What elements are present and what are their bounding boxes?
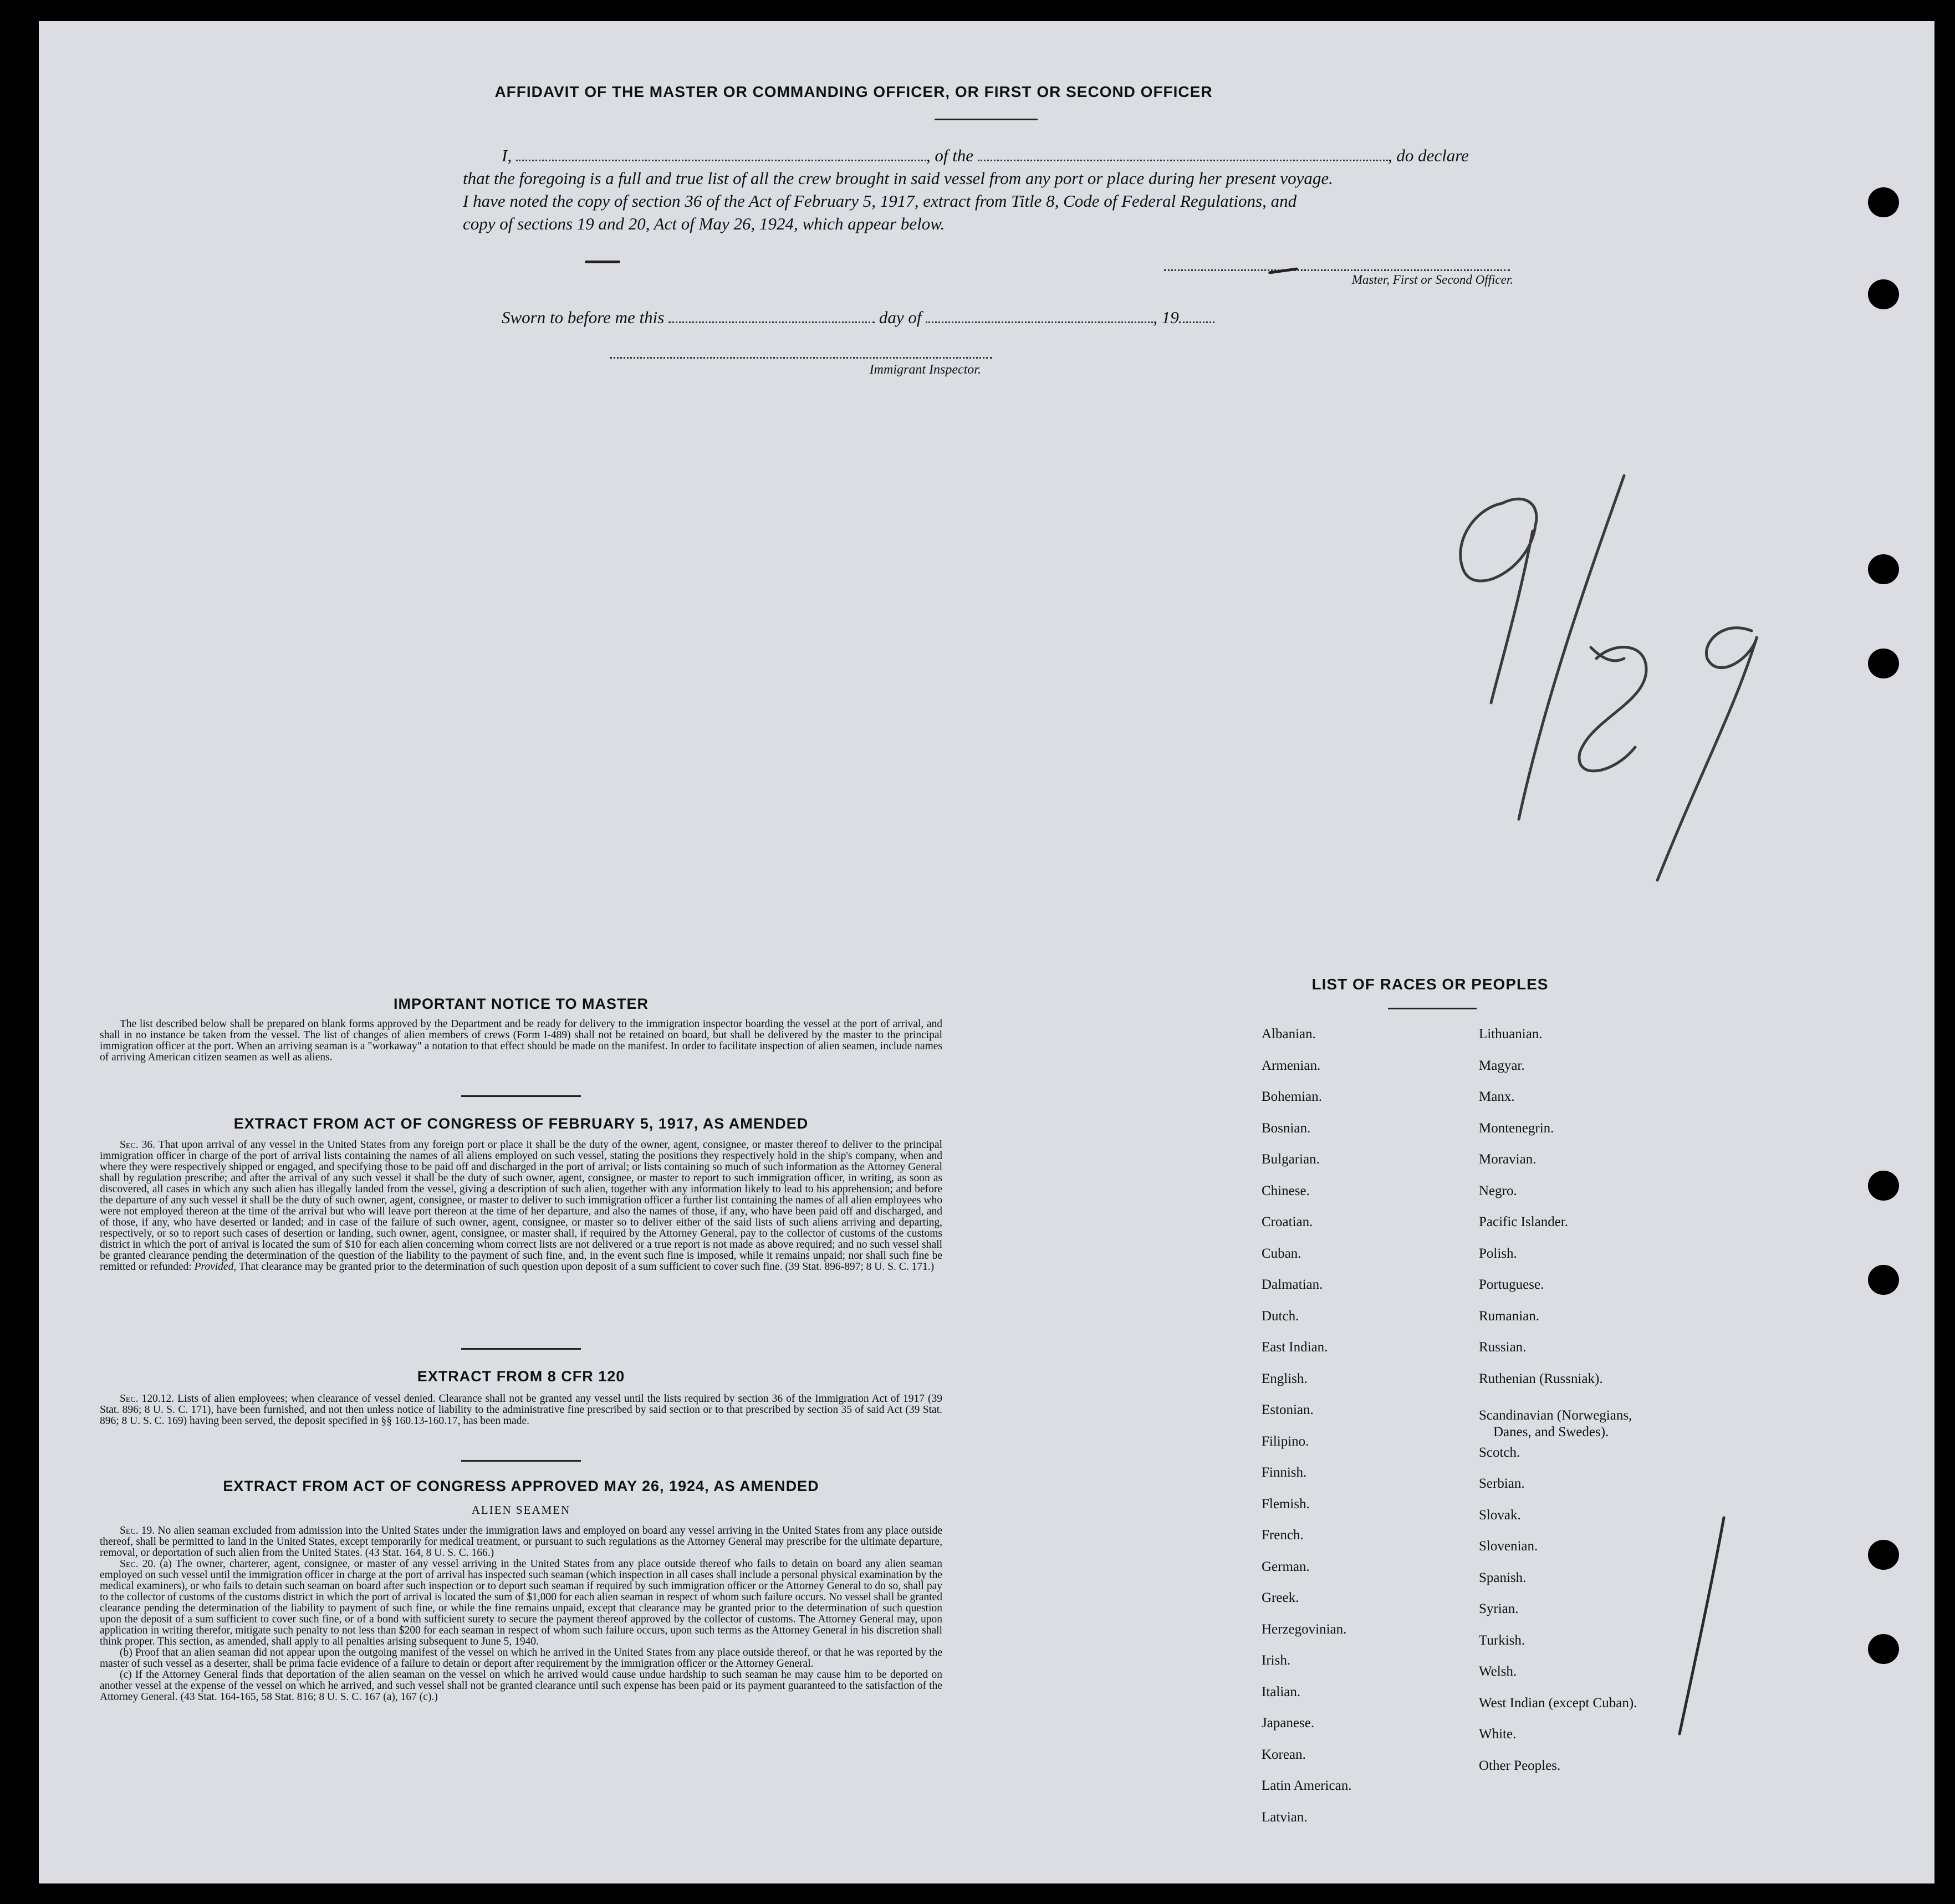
sworn-line: [502, 307, 1214, 328]
race-item: Spanish.: [1479, 1570, 1527, 1585]
race-item: Slovenian.: [1479, 1539, 1538, 1554]
cfr-body: [100, 1393, 942, 1427]
race-item: Portuguese.: [1479, 1277, 1544, 1292]
notice-title: IMPORTANT NOTICE TO MASTER: [394, 996, 649, 1012]
affidavit-line-4: copy of sections 19 and 20, Act of May 26, 1924, which appear below.: [463, 214, 945, 233]
form-page: [39, 21, 1934, 1883]
affidavit-line-3: I have noted the copy of section 36 of the Act of February 5, 1917, extract from Title 8, Code of Federal Regulations, and: [463, 191, 1297, 211]
race-item: Korean.: [1262, 1747, 1306, 1762]
section-divider: [461, 1460, 581, 1462]
sec-19-text: No alien seaman excluded from admission into the United States under the immigration laws and employed on board any vessel arriving in the United States from any place outside thereof, shall be permitted to land in the United States, except temporarily for medical treatment, or pursuant to such regulations as the Attorney General may prescribe for the ultimate departure, removal, or deportation of such alien from the United States. (43 Stat. 164, 8 U. S. C. 166.): [100, 1525, 942, 1559]
notice-text: The list described below shall be prepared on blank forms approved by the Department and be ready for delivery to the immigration inspector boarding the vessel at the port of arrival, and shall in no instance be taken from the vessel. The list of changes of alien members of crews (Form I-489) shall not be retained on board, but shall be delivered by the master to the principal immigration officer at the port. When an arriving seaman is a "workaway" a notation to that effect should be made on the manifest. In order to facilitate inspection of alien seamen, include names of arriving American citizen seamen as well as aliens.: [100, 1018, 942, 1063]
extract-1924-body: [100, 1525, 942, 1703]
sworn-year-field[interactable]: [1179, 307, 1214, 323]
race-item: Japanese.: [1262, 1716, 1315, 1731]
race-item: Bosnian.: [1262, 1120, 1311, 1136]
sec-20c-text: (c) If the Attorney General finds that deportation of the alien seaman on the vessel on which he arrived would cause undue hardship to such seaman he may cause him to be deported on another vessel at the expense of the vessel on which he arrived, and such vessel shall not be granted clearance until such expense has been paid or its payment guaranteed to the satisfaction of the Attorney General. (43 Stat. 164-165, 58 Stat. 816; 8 U. S. C. 167 (a), 167 (c).): [100, 1669, 942, 1703]
section-divider: [461, 1095, 581, 1097]
signature-label: Master, First or Second Officer.: [1351, 273, 1513, 287]
vessel-name-field[interactable]: [978, 145, 1388, 161]
handwritten-tick-mark: [1668, 1512, 1735, 1745]
race-item: East Indian.: [1262, 1340, 1328, 1355]
race-item: Flemish.: [1262, 1496, 1310, 1512]
inspector-label: Immigrant Inspector.: [869, 363, 981, 377]
alien-seamen-subtitle: ALIEN SEAMEN: [471, 1503, 571, 1517]
race-item: Bohemian.: [1262, 1089, 1323, 1104]
pen-mark: [585, 261, 620, 263]
race-item: Scotch.: [1479, 1444, 1520, 1460]
race-item: Scandinavian (Norwegians,: [1479, 1408, 1632, 1423]
race-item: Serbian.: [1479, 1476, 1525, 1491]
race-item: Slovak.: [1479, 1507, 1521, 1523]
races-title: LIST OF RACES OR PEOPLES: [1311, 976, 1549, 993]
race-item: Chinese.: [1262, 1183, 1310, 1198]
race-item: Rumanian.: [1479, 1308, 1540, 1324]
binder-hole: [1868, 187, 1899, 217]
race-item: Finnish.: [1262, 1465, 1307, 1480]
race-item: Albanian.: [1262, 1027, 1316, 1042]
sworn-day-of: day of: [879, 308, 922, 327]
race-item: Bulgarian.: [1262, 1152, 1320, 1167]
race-item: Moravian.: [1479, 1152, 1537, 1167]
race-item: Other Peoples.: [1479, 1758, 1561, 1773]
race-item: Greek.: [1262, 1590, 1299, 1605]
notice-body: [100, 1019, 942, 1063]
race-item: Latin American.: [1262, 1778, 1352, 1793]
sworn-prefix: Sworn to before me this: [502, 308, 665, 327]
sec-20b-text: (b) Proof that an alien seaman did not appear upon the outgoing manifest of the vessel on which he arrived in the United States from any place outside thereof, or that he was reported by the master of such vessel as a deserter, shall be prima facie evidence of a failure to detain or deport after requirement by the immigration officer or the Attorney General.: [100, 1647, 942, 1670]
affidavit-title: AFFIDAVIT OF THE MASTER OR COMMANDING OFFICER, OR FIRST OR SECOND OFFICER: [494, 83, 1213, 100]
affidavit-line-1: [463, 144, 1560, 167]
sec-120-text: Lists of alien employees; when clearance of vessel denied. Clearance shall not be granted any vessel until the lists required by section 36 of the Immigration Act of 1917 (39 Stat. 896; 8 U. S. C. 171), have been furnished, and not then unless notice of liability to the administrative fine prescribed by said section or to that prescribed by section 35 of said Act (39 Stat. 896; 8 U. S. C. 169) having been served, the deposit specified in §§ 160.13-160.17, has been made.: [100, 1393, 942, 1427]
race-item: Lithuanian.: [1479, 1027, 1543, 1042]
race-item: Magyar.: [1479, 1058, 1525, 1073]
title-divider: [935, 119, 1038, 120]
master-name-field[interactable]: [516, 145, 926, 161]
binder-hole: [1868, 1540, 1899, 1570]
race-item: Latvian.: [1262, 1809, 1308, 1825]
affidavit-do-declare: , do declare: [1387, 146, 1469, 165]
handwritten-date-mark: [1391, 459, 1835, 902]
race-item: Estonian.: [1262, 1402, 1314, 1417]
sec-20a-text: (a) The owner, charterer, agent, consignee, or master of any vessel arriving in the United States from any place outside thereof who fails to detain on board any alien seaman employed on such vessel until the immigration officer in charge at the port of arrival has inspected such seaman (which inspection in all cases shall include a personal physical examination by the medical examiners), or who fails to detain such seaman on board after such inspection or to deport such seaman if required by such immigration officer or the Attorney General to do so, shall pay to the collector of customs of the customs district in which the port of arrival is located the sum of $1,000 for each alien seaman in respect of whom such failure occurs. No vessel shall be granted clearance pending the determination of the liability to payment of such fine, or while the fine remains unpaid, except that clearance may be granted prior to the determination of such question upon the deposit of a sum sufficient to cover such fine, or of a bond with sufficient surety to secure the payment thereof approved by the collector of customs. The Attorney General may, upon application in writing therefor, mitigate such penalty to not less than $200 for each seaman in respect of whom such failure occurs, upon such terms as the Attorney General in his discretion shall think proper. This section, as amended, shall apply to all penalties arising subsequent to June 5, 1940.: [100, 1558, 943, 1647]
race-item: Irish.: [1262, 1653, 1291, 1668]
affidavit-line-2: that the foregoing is a full and true list of all the crew brought in said vessel from any port or place during her present voyage.: [463, 169, 1333, 188]
race-item: Ruthenian (Russniak).: [1479, 1371, 1603, 1386]
sec-19-label: Sec. 19.: [120, 1525, 155, 1537]
inspector-signature-line[interactable]: [610, 357, 992, 359]
race-item: Syrian.: [1479, 1601, 1519, 1616]
section-divider: [461, 1348, 581, 1350]
races-divider: [1388, 1008, 1477, 1009]
race-item: Turkish.: [1479, 1632, 1525, 1648]
race-item: Welsh.: [1479, 1664, 1517, 1679]
race-item: Russian.: [1479, 1340, 1527, 1355]
affidavit-of-the: , of the: [926, 146, 974, 165]
race-item: Cuban.: [1262, 1245, 1301, 1261]
race-item: Dutch.: [1262, 1308, 1299, 1324]
race-item: Polish.: [1479, 1245, 1517, 1261]
sec-36-label: Sec. 36.: [120, 1139, 155, 1151]
sec-36-text-end: That clearance may be granted prior to the determination of such question upon deposit of a sum sufficient to cover such fine. (39 Stat. 896-897; 8 U. S. C. 171.): [238, 1261, 935, 1273]
race-item: White.: [1479, 1727, 1517, 1742]
provided-word: Provided,: [194, 1261, 237, 1273]
sworn-month-field[interactable]: [926, 307, 1153, 323]
race-item: Croatian.: [1262, 1214, 1313, 1229]
extract-1917-title: EXTRACT FROM ACT OF CONGRESS OF FEBRUARY 5, 1917, AS AMENDED: [233, 1115, 809, 1132]
race-item: Armenian.: [1262, 1058, 1321, 1073]
race-item: French.: [1262, 1528, 1304, 1543]
affidavit-body: [463, 144, 1560, 235]
extract-1917-body: [100, 1140, 942, 1273]
sworn-year-prefix: , 19: [1153, 308, 1179, 327]
extract-1924-title: EXTRACT FROM ACT OF CONGRESS APPROVED MAY 26, 1924, AS AMENDED: [223, 1478, 819, 1494]
race-item: English.: [1262, 1371, 1308, 1386]
sworn-date-field[interactable]: [668, 307, 875, 323]
binder-hole: [1868, 279, 1899, 309]
race-item: Manx.: [1479, 1089, 1515, 1104]
sec-36-text: That upon arrival of any vessel in the United States from any foreign port or place it shall be the duty of the owner, agent, consignee, or master thereof to deliver to the principal immigration officer in charge of the port of arrival lists containing the names of all aliens employed on such vessel, stating the positions they respectively hold in the ship's company, when and where they were respectively shipped or engaged, and specifying those to be paid off and discharged in the port of arrival; or lists containing so much of such information as the Attorney General shall by regulation prescribe; and after the arrival of any such vessel it shall be the duty of such owner, agent, consignee, or master to report to such immigration officer, in writing, as soon as discovered, all cases in which any such alien has illegally landed from the vessel, giving a description of such alien, together with any information likely to lead to his apprehension; and before the departure of any such vessel it shall be the duty of such owner, agent, consignee, or master to deliver to such immigration officer a further list containing the names of all alien employees who were not employed thereon at the time of the arrival but who will leave port thereon at the time of her departure, and also the names of those, if any, who have been paid off and discharged, and of those, if any, who have deserted or landed; and in case of the failure of such owner, agent, consignee, or master so to deliver either of the said lists of such aliens arriving and departing, respectively, or so to report such cases of desertion or landing, such owner, agent, consignee, or master shall, if required by the Attorney General, pay to the collector of customs of the customs district in which the port of arrival is located the sum of $10 for each alien concerning whom correct lists are not delivered or a true report is not made as above required; and no such vessel shall be granted clearance pending the determination of the question of the liability to the payment of such fine, and, in the event such fine is imposed, while it remains unpaid; nor shall such fine be remitted or refunded:: [100, 1139, 942, 1273]
race-item: Herzegovinian.: [1262, 1621, 1347, 1637]
race-item: Montenegrin.: [1479, 1120, 1554, 1136]
sec-20-label: Sec. 20.: [120, 1558, 156, 1570]
race-item: Dalmatian.: [1262, 1277, 1323, 1292]
sec-120-label: Sec. 120.12.: [120, 1393, 175, 1405]
cfr-title: EXTRACT FROM 8 CFR 120: [417, 1368, 625, 1385]
race-item: Pacific Islander.: [1479, 1214, 1569, 1229]
binder-hole: [1868, 554, 1899, 584]
race-item: German.: [1262, 1559, 1310, 1574]
binder-hole: [1868, 1634, 1899, 1664]
race-item: Filipino.: [1262, 1433, 1309, 1449]
race-item: Danes, and Swedes).: [1493, 1425, 1609, 1440]
race-item: West Indian (except Cuban).: [1479, 1695, 1637, 1711]
binder-hole: [1868, 1265, 1899, 1295]
affidavit-i: I,: [502, 146, 512, 165]
race-item: Italian.: [1262, 1684, 1301, 1699]
binder-hole: [1868, 649, 1899, 678]
signature-line[interactable]: [1164, 269, 1510, 271]
binder-hole: [1868, 1171, 1899, 1201]
race-item: Negro.: [1479, 1183, 1517, 1198]
